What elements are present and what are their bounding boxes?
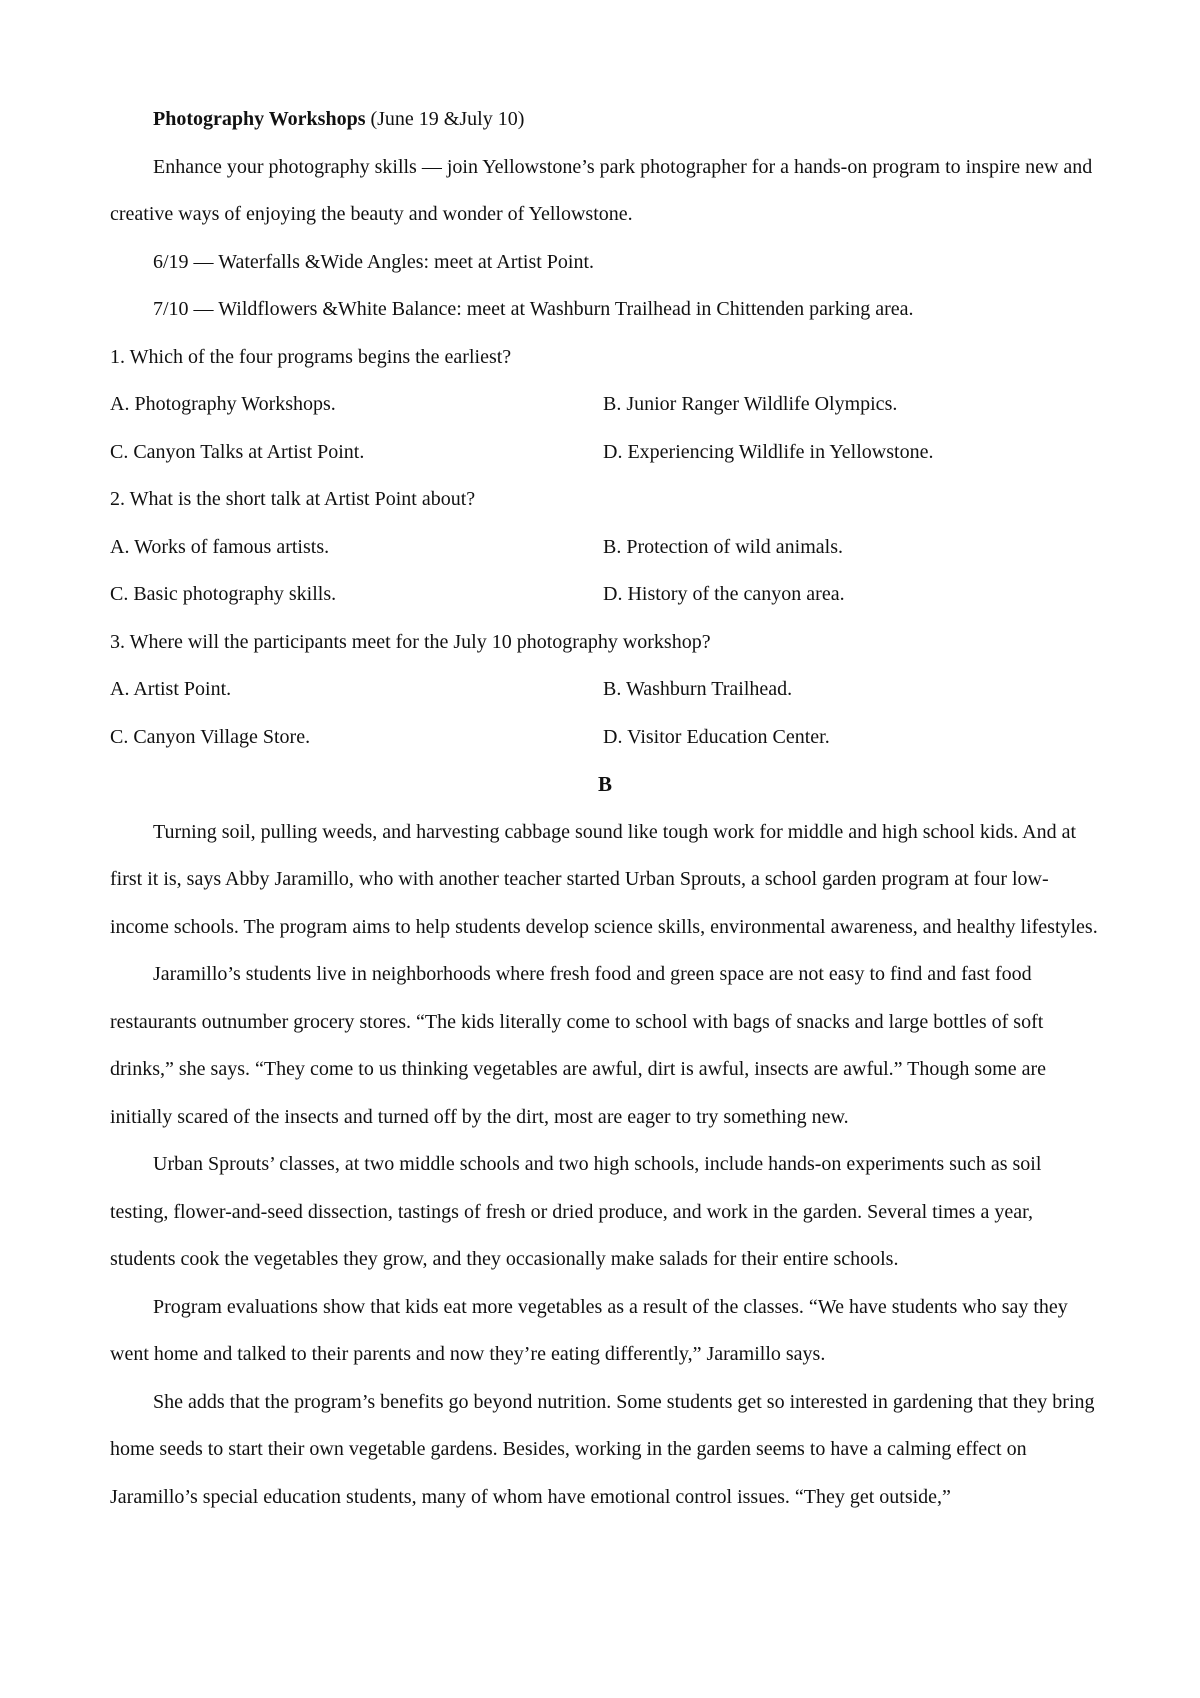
body-paragraph: Urban Sprouts’ classes, at two middle schools and two high schools, include hands-on experiments such as soil testing, flower-and-seed dissection, tastings of fresh or dried produce, and work in the garden. Several times a year, students cook the vegetables they grow, and they occasionally make salads for their entire schools. <box>110 1153 1042 1270</box>
body-paragraph: Turning soil, pulling weeds, and harvesting cabbage sound like tough work for middle and high school kids. And at first it is, says Abby Jaramillo, who with another teacher started Urban Sprouts, a school garden program at four low-income schools. The program aims to help students develop science skills, environmental awareness, and healthy lifestyles. <box>110 820 1098 938</box>
answer-option: A. Works of famous artists. <box>110 535 330 558</box>
workshop-dates: (June 19 &July 10) <box>365 108 525 130</box>
section-heading: B <box>597 772 612 796</box>
question-stem: 3. Where will the participants meet for the July 10 photography workshop? <box>110 630 711 653</box>
body-paragraph: She adds that the program’s benefits go beyond nutrition. Some students get so interested in gardening that they bring home seeds to start their own vegetable gardens. Besides, working in the garden seems to have a calming effect on Jaramillo’s special education students, many of whom have emotional control issues. “They get outside,” <box>110 1390 1095 1508</box>
option-row <box>110 666 1100 714</box>
answer-option: C. Canyon Village Store. <box>110 725 311 748</box>
answer-option: B. Junior Ranger Wildlife Olympics. <box>603 393 898 415</box>
workshop-title: Photography Workshops <box>153 108 366 130</box>
answer-option: D. Experiencing Wildlife in Yellowstone. <box>603 440 934 463</box>
question-stem: 1. Which of the four programs begins the earliest? <box>110 345 512 368</box>
answer-option: D. History of the canyon area. <box>603 583 845 605</box>
option-row <box>110 571 1100 619</box>
workshop-description: Enhance your photography skills — join Yellowstone’s park photographer for a hands-on program to inspire new and creative ways of enjoying the beauty and wonder of Yellowstone. <box>110 155 1093 225</box>
workshop-heading <box>110 96 1100 144</box>
answer-option: C. Basic photography skills. <box>110 583 337 605</box>
option-row <box>110 714 1100 762</box>
answer-option: C. Canyon Talks at Artist Point. <box>110 440 365 463</box>
answer-option: B. Washburn Trailhead. <box>603 678 793 700</box>
option-row <box>110 524 1100 572</box>
answer-option: D. Visitor Education Center. <box>603 725 830 748</box>
answer-option: B. Protection of wild animals. <box>603 535 843 558</box>
workshop-item: 6/19 — Waterfalls &Wide Angles: meet at Artist Point. <box>153 250 595 273</box>
question-stem: 2. What is the short talk at Artist Point about? <box>110 488 476 510</box>
answer-option: A. Artist Point. <box>110 678 232 700</box>
option-row <box>110 381 1100 429</box>
body-paragraph: Program evaluations show that kids eat more vegetables as a result of the classes. “We have students who say they went home and talked to their parents and now they’re eating differently,” Jaramillo says. <box>110 1295 1068 1365</box>
document-page <box>110 96 1100 1521</box>
body-paragraph: Jaramillo’s students live in neighborhoods where fresh food and green space are not easy to find and fast food restaurants outnumber grocery stores. “The kids literally come to school with bags of snacks and large bottles of soft drinks,” she says. “They come to us thinking vegetables are awful, dirt is awful, insects are awful.” Though some are initially scared of the insects and turned off by the dirt, most are eager to try something new. <box>110 963 1047 1128</box>
option-row <box>110 429 1100 477</box>
workshop-item: 7/10 — Wildflowers &White Balance: meet at Washburn Trailhead in Chittenden parking area. <box>153 298 914 320</box>
answer-option: A. Photography Workshops. <box>110 393 336 415</box>
